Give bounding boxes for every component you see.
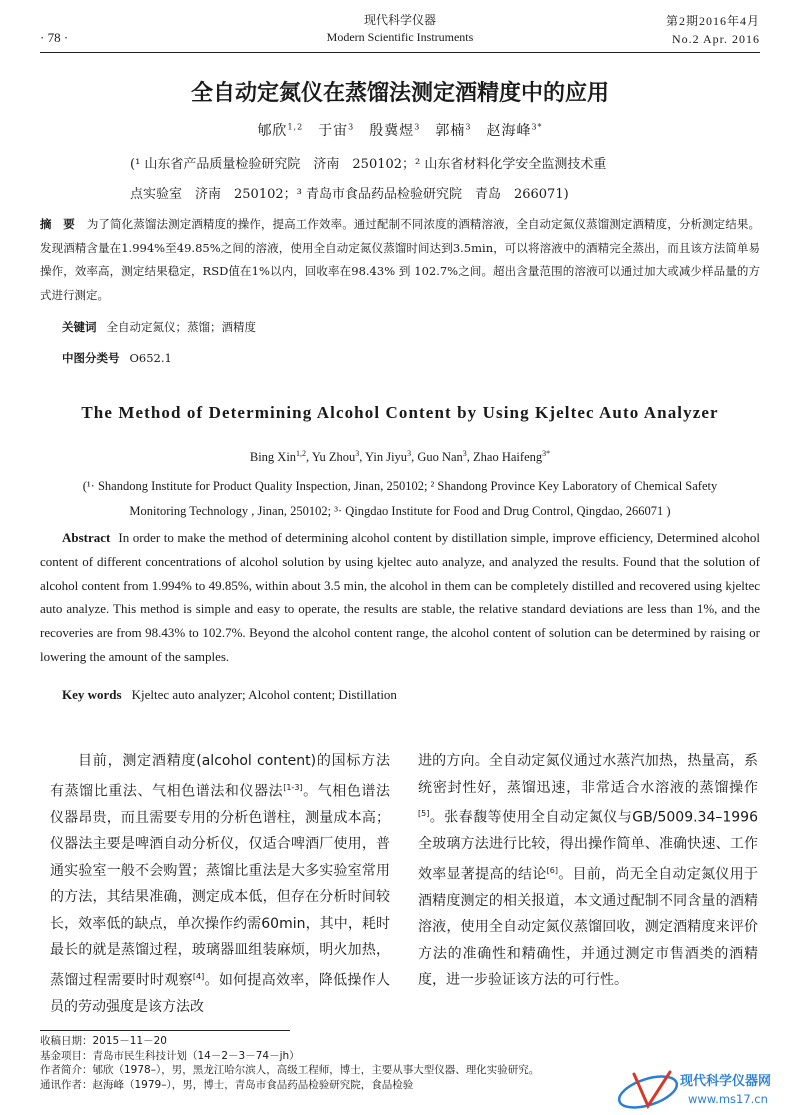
body-column-right: 进的方向。全自动定氮仪通过水蒸汽加热，热量高，系统密封性好，蒸馏迅速，非常适合水溶液的蒸馏操作[5]。张春馥等使用全自动定氮仪与GB/5009.34–1996全玻璃方法进行比较，得出操作简单、准确快速、工作效率显著提高的结论[6]。目前，尚无全自动定氮仪用于酒精度测定的相关报道，本文通过配制不同含量的酒精溶液，使用全自动定氮仪蒸馏回收，测定酒精度来评价方法的准确性和精确性，并通过测定市售酒类的酒精度，进一步验证该方法的可行性。: [418, 753, 759, 989]
abstract-cn: [40, 213, 760, 307]
footnote-author: 作者简介：郇欣（1978–），男，黑龙江哈尔滨人，高级工程师，博士，主要从事大型仪器、理化实验研究。: [40, 1064, 540, 1076]
abstract-cn-text: 为了简化蒸馏法测定酒精度的操作，提高工作效率。通过配制不同浓度的酒精溶液，全自动定氮仪蒸馏测定酒精度，分析测定结果。发现酒精含量在1.994%至49.85%之间的溶液，使用全自动定氮仪蒸馏时间达到3.5min，可以将溶液中的酒精完全蒸出，而且该方法简单易操作，效率高，测定结果稳定，RSD值在1%以内，回收率在98.43% 到 102.7%之间。超出含量范围的溶液可以通过加大或减少样品量的方式进行测定。: [40, 217, 760, 302]
page-number: · 78 ·: [40, 30, 69, 45]
keywords-en-text: Kjeltec auto analyzer; Alcohol content; Distillation: [131, 687, 397, 702]
affiliation-en-line1: (¹· Shandong Institute for Product Quality Inspection, Jinan, 250102; ² Shandong Province Key Laboratory of Chemical Safety: [82, 479, 718, 493]
watermark-url: www.ms17.cn: [688, 1092, 768, 1106]
authors-en: Bing Xin$^{1,2}$, Yu Zhou$^3$, Yin Jiyu$^3$, Guo Nan$^3$, Zhao Haifeng$^{3*}$: [249, 449, 551, 465]
paper-title-en: The Method of Determining Alcohol Content by Using Kjeltec Auto Analyzer: [81, 403, 719, 422]
keywords-cn-label: 关键词: [62, 320, 97, 334]
affiliations-cn: [130, 150, 690, 210]
abstract-en-text: In order to make the method of determining alcohol content by distillation simple, improve efficiency, Determined alcohol content of different concentrations of alcohol solution by using kjeltec auto analyze, and analyzed the results. Found that the solution of alcohol content from 1.994% to 49.85%, within about 3.5 min, the alcohol in them can be completely distilled and recovered using kjeltec auto analyze. This method is simple and easy to operate, the results are stable, the relative standard deviations are less than 1%, and the recoveries are from 98.43% to 102.7%. Beyond the alcohol content range, the alcohol content of solution can be determined by raising or lowering the amount of the samples.: [40, 530, 760, 664]
authors-cn: 郇欣$^{1,2}$ 于宙$^3$ 殷冀煜$^3$ 郭楠$^3$ 赵海峰$^{3*}$: [257, 122, 543, 139]
affiliations-en: [40, 474, 760, 524]
clc-number: [62, 350, 172, 366]
affiliation-cn-line1: (¹ 山东省产品质量检验研究院 济南 250102；² 山东省材料化学安全监测技术重: [130, 157, 607, 172]
issue-info: [666, 12, 760, 48]
journal-name-en: Modern Scientific Instruments: [326, 30, 474, 44]
issue-cn: 第2期2016年4月: [665, 14, 760, 28]
affiliation-cn-line2: 点实验室 济南 250102；³ 青岛市食品药品检验研究院 青岛 266071): [130, 187, 569, 202]
keywords-en-label: Key words: [62, 687, 122, 702]
footnotes: [40, 1034, 680, 1092]
paper-title-cn: 全自动定氮仪在蒸馏法测定酒精度中的应用: [190, 81, 609, 106]
body-column-left: 目前，测定酒精度(alcohol content)的国标方法有蒸馏比重法、气相色谱法和仪器法[1-3]。气相色谱法仪器昂贵，而且需要专用的分析色谱柱，测量成本高；仪器法主要是啤酒自动分析仪，仅适合啤酒厂使用，普通实验室一般不会购置；蒸馏比重法是大多实验室常用的方法，其结果准确，测定成本低，但存在分析时间较长，效率低的缺点，单次操作约需60min，其中，耗时最长的就是蒸馏过程，玻璃器皿组装麻烦，明火加热，蒸馏过程需要时时观察[4]。如何提高效率，降低操作人员的劳动强度是该方法改: [50, 753, 391, 1015]
issue-en: No.2 Apr. 2016: [671, 32, 760, 46]
journal-name-cn: 现代科学仪器: [363, 13, 436, 27]
header-rule: [40, 52, 760, 53]
abstract-cn-label: 摘 要: [40, 217, 75, 231]
footnote-fund: 基金项目：青岛市民生科技计划（14－2－3－74－jh）: [40, 1049, 300, 1062]
keywords-cn-text: 全自动定氮仪；蒸馏；酒精度: [106, 320, 256, 334]
footnote-received: 收稿日期：2015－11－20: [40, 1035, 167, 1047]
footnote-corresponding: 通讯作者：赵海峰（1979–），男，博士，青岛市食品药品检验研究院，食品检验: [40, 1078, 414, 1091]
abstract-en-label: Abstract: [62, 530, 111, 545]
journal-name: [240, 12, 560, 46]
watermark-name: 现代科学仪器网: [680, 1074, 772, 1089]
footnote-rule: [40, 1030, 290, 1031]
abstract-en: [40, 526, 760, 669]
clc-value: O652.1: [129, 351, 172, 365]
keywords-cn: [62, 319, 256, 335]
clc-label: 中图分类号: [62, 351, 120, 365]
affiliation-en-line2: Monitoring Technology , Jinan, 250102; ³· Qingdao Institute for Food and Drug Control, Qingdao, 266071 ): [129, 504, 671, 518]
keywords-en: [62, 687, 397, 703]
